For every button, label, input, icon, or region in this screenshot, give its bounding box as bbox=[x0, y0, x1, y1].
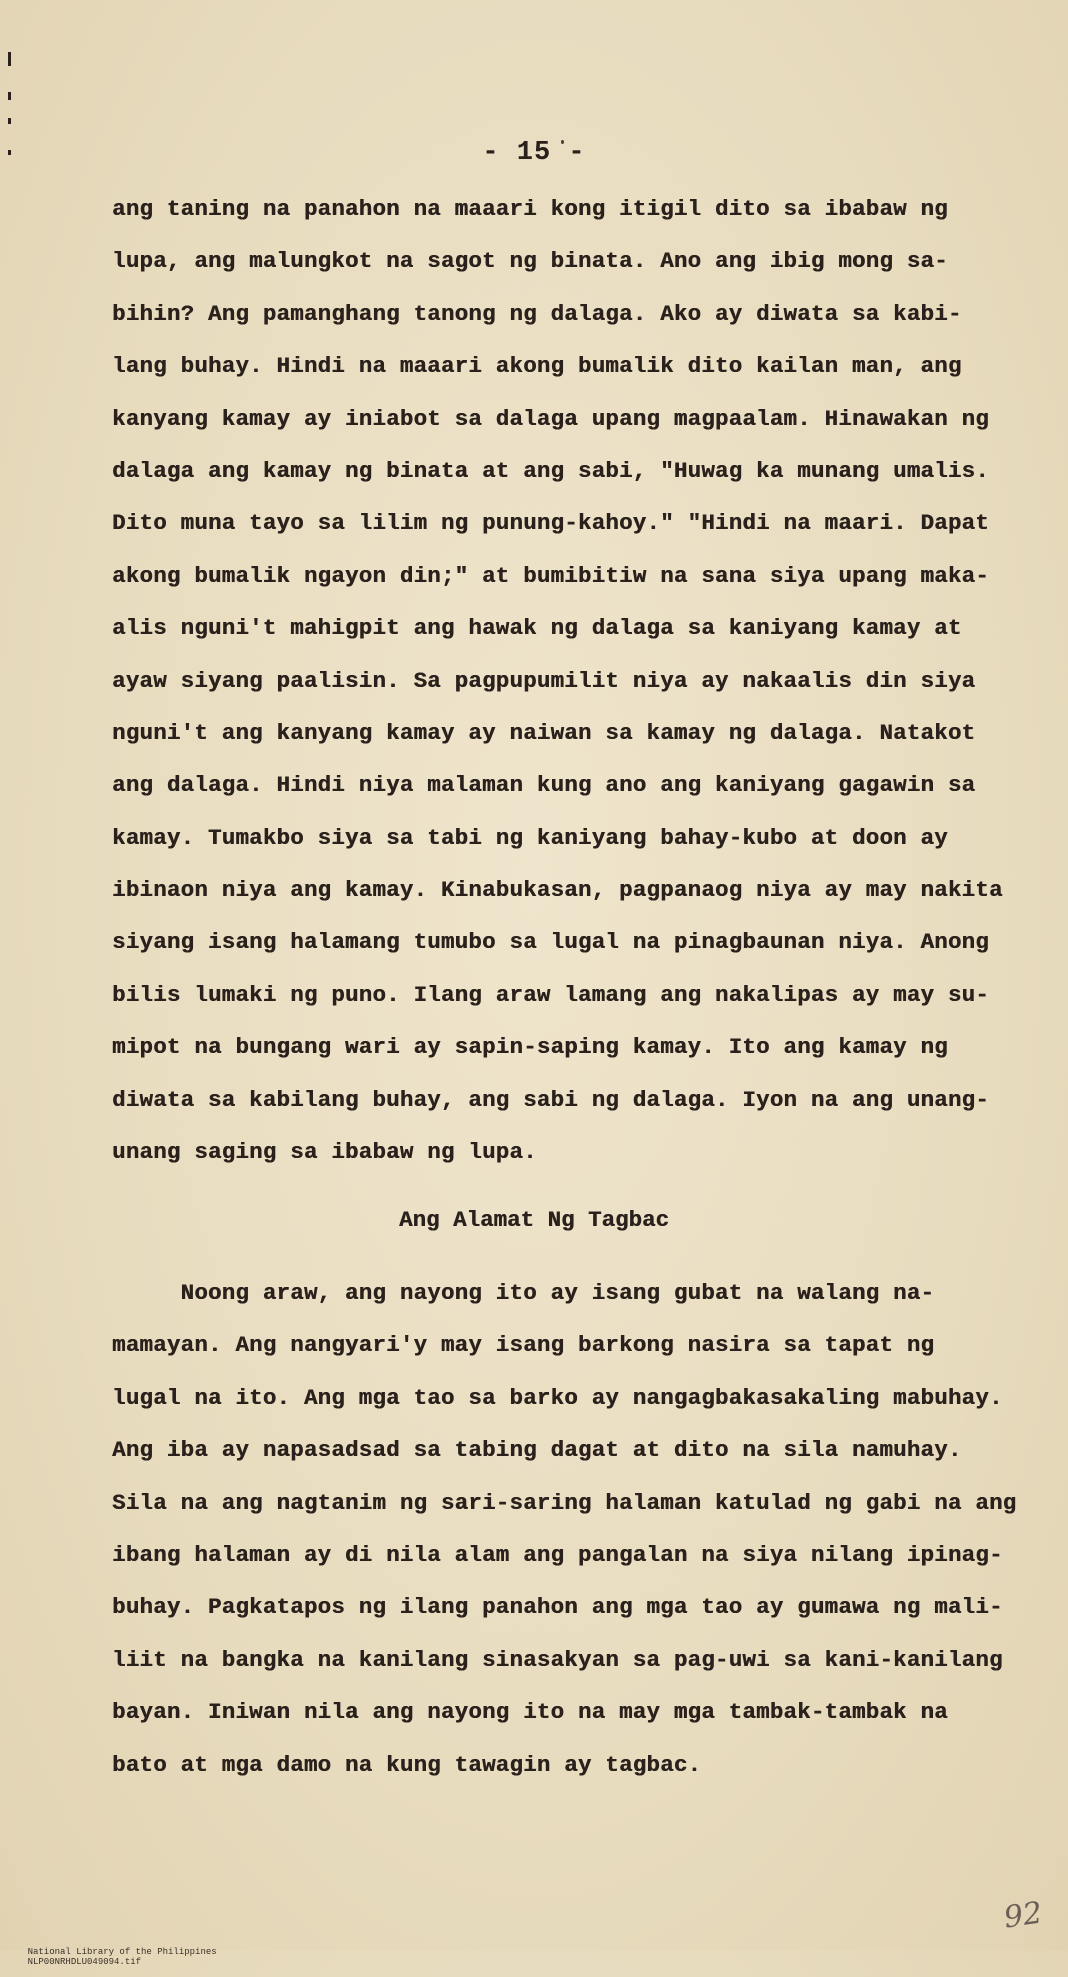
text-line: liit na bangka na kanilang sinasakyan sa pag-uwi sa kani-kanilang bbox=[112, 1646, 1003, 1673]
text-line: kamay. Tumakbo siya sa tabi ng kaniyang bahay-kubo at doon ay bbox=[112, 824, 948, 851]
text-line: mipot na bungang wari ay sapin-saping kamay. Ito ang kamay ng bbox=[112, 1034, 948, 1061]
text-line: Noong araw, ang nayong ito ay isang gubat na walang na- bbox=[112, 1280, 935, 1306]
text-line: lang buhay. Hindi na maaari akong bumalik dito kailan man, ang bbox=[112, 353, 962, 380]
text-line: kanyang kamay ay iniabot sa dalaga upang magpaalam. Hinawakan ng bbox=[112, 405, 989, 432]
section-body bbox=[112, 1267, 1017, 1791]
text-line: dalaga ang kamay ng binata at ang sabi, "Huwag ka munang umalis. bbox=[112, 457, 989, 484]
text-line: lugal na ito. Ang mga tao sa barko ay nangagbakasakaling mabuhay. bbox=[112, 1384, 1003, 1411]
text-line: buhay. Pagkatapos ng ilang panahon ang mga tao ay gumawa ng mali- bbox=[112, 1594, 1003, 1621]
text-line: ayaw siyang paalisin. Sa pagpupumilit niya ay nakaalis din siya bbox=[112, 667, 976, 694]
text-line: ibinaon niya ang kamay. Kinabukasan, pagpanaog niya ay may nakita bbox=[112, 877, 1003, 904]
text-line: bilis lumaki ng puno. Ilang araw lamang ang nakalipas ay may su- bbox=[112, 981, 989, 1008]
footer-institution: National Library of the Philippines bbox=[27, 1947, 217, 1957]
page-number: - 15 - bbox=[482, 138, 586, 168]
text-line: bato at mga damo na kung tawagin ay tagbac. bbox=[112, 1751, 702, 1778]
text-line: ang dalaga. Hindi niya malaman kung ano ang kaniyang gagawin sa bbox=[112, 772, 976, 799]
text-line: diwata sa kabilang buhay, ang sabi ng dalaga. Iyon na ang unang- bbox=[112, 1086, 989, 1113]
text-line: lupa, ang malungkot na sagot ng binata. Ano ang ibig mong sa- bbox=[112, 248, 948, 275]
left-edge-mark bbox=[8, 118, 11, 124]
left-edge-mark bbox=[8, 52, 11, 66]
text-line: bayan. Iniwan nila ang nayong ito na may mga tambak-tambak na bbox=[112, 1699, 948, 1726]
text-line: siyang isang halamang tumubo sa lugal na pinagbaunan niya. Anong bbox=[112, 929, 989, 956]
text-line: Dito muna tayo sa lilim ng punung-kahoy." "Hindi na maari. Dapat bbox=[112, 510, 989, 537]
text-line: Ang iba ay napasadsad sa tabing dagat at dito na sila namuhay. bbox=[112, 1437, 962, 1464]
text-line: unang saging sa ibabaw ng lupa. bbox=[112, 1139, 537, 1166]
text-line: bihin? Ang pamanghang tanong ng dalaga. Ako ay diwata sa kabi- bbox=[112, 300, 962, 327]
text-line: nguni't ang kanyang kamay ay naiwan sa kamay ng dalaga. Natakot bbox=[112, 719, 976, 746]
story-continuation bbox=[112, 183, 1003, 1178]
text-line: alis nguni't mahigpit ang hawak ng dalaga sa kaniyang kamay at bbox=[112, 615, 962, 642]
handwritten-page-note: 92 bbox=[1001, 1895, 1045, 1936]
scan-footer bbox=[6, 1937, 235, 1977]
text-line: mamayan. Ang nangyari'y may isang barkong nasira sa tapat ng bbox=[112, 1332, 935, 1359]
text-line: Sila na ang nagtanim ng sari-saring halaman katulad ng gabi na ang bbox=[112, 1489, 1017, 1516]
text-line: ang taning na panahon na maaari kong itigil dito sa ibabaw ng bbox=[112, 196, 948, 222]
footer-file-id: NLP00NRHDLU049094.tif bbox=[27, 1957, 142, 1967]
section-title: Ang Alamat Ng Tagbac bbox=[398, 1207, 670, 1233]
text-line: ibang halaman ay di nila alam ang pangalan na siya nilang ipinag- bbox=[112, 1541, 1003, 1568]
left-edge-mark bbox=[8, 92, 11, 100]
text-line: akong bumalik ngayon din;" at bumibitiw na sana siya upang maka- bbox=[112, 562, 989, 589]
